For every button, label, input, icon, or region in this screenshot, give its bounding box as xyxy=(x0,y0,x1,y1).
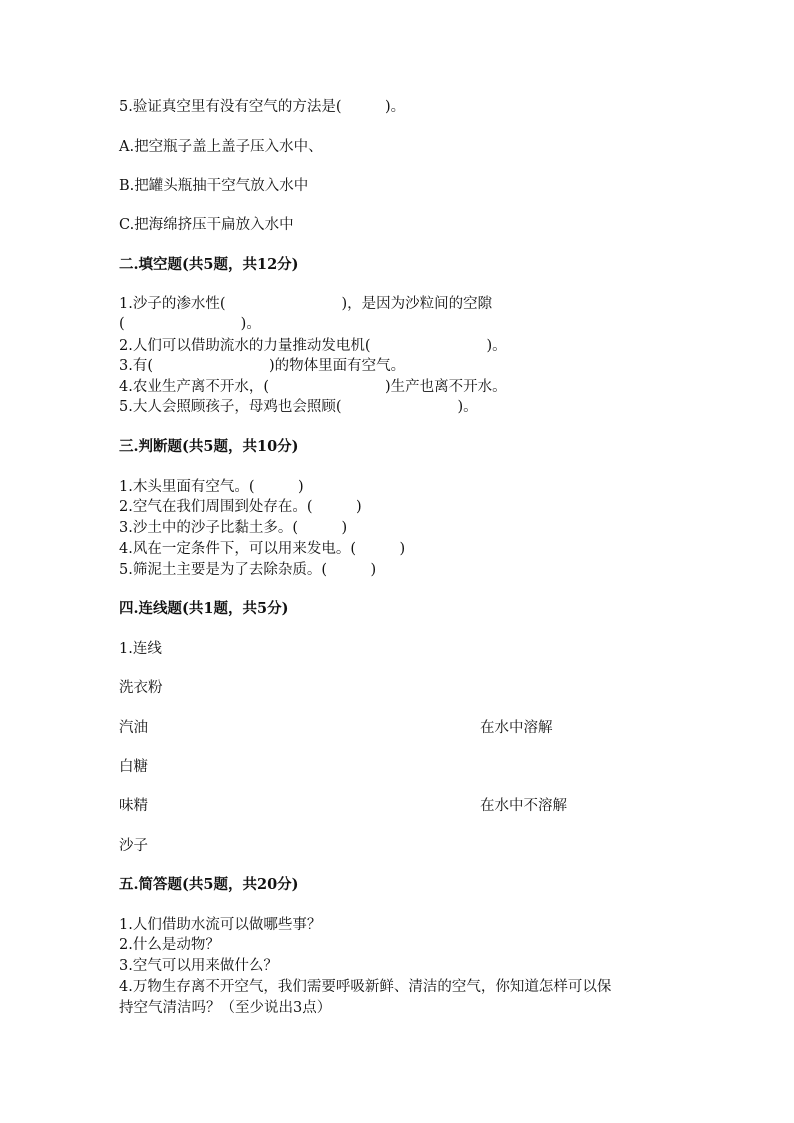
short-question-4: 4.万物生存离不开空气，我们需要呼吸新鲜、清洁的空气，你知道怎样可以保 xyxy=(119,979,612,995)
short-question-2: 2.什么是动物？ xyxy=(119,937,220,953)
fill-question-3: 3.有( )的物体里面有空气。 xyxy=(119,358,406,374)
match-right-item: 在水中不溶解 xyxy=(480,798,567,814)
question-5-stem: 5.验证真空里有没有空气的方法是( )。 xyxy=(119,99,406,115)
judge-question-5: 5.筛泥土主要是为了去除杂质。( ) xyxy=(119,562,377,578)
judge-question-1: 1.木头里面有空气。( ) xyxy=(119,479,304,495)
fill-question-1: 1.沙子的渗水性( )，是因为沙粒间的空隙 xyxy=(119,296,493,312)
section-4-title: 四.连线题(共1题，共5分) xyxy=(119,600,289,617)
fill-question-5: 5.大人会照顾孩子，母鸡也会照顾( )。 xyxy=(119,399,478,415)
match-left-item: 味精 xyxy=(119,798,148,814)
option-b: B.把罐头瓶抽干空气放入水中 xyxy=(119,178,309,194)
fill-question-2: 2.人们可以借助流水的力量推动发电机( )。 xyxy=(119,338,507,354)
match-left-item: 白糖 xyxy=(119,759,148,775)
section-2-title: 二.填空题(共5题，共12分) xyxy=(119,256,299,273)
judge-question-2: 2.空气在我们周围到处存在。( ) xyxy=(119,499,362,515)
judge-question-3: 3.沙土中的沙子比黏土多。( ) xyxy=(119,520,348,536)
short-question-3: 3.空气可以用来做什么？ xyxy=(119,958,278,974)
judge-question-4: 4.风在一定条件下，可以用来发电。( ) xyxy=(119,541,406,557)
option-c: C.把海绵挤压干扁放入水中 xyxy=(119,217,294,233)
match-left-item: 沙子 xyxy=(119,838,148,854)
section-3-title: 三.判断题(共5题，共10分) xyxy=(119,438,299,455)
section-5-title: 五.简答题(共5题，共20分) xyxy=(119,876,299,893)
match-right-item: 在水中溶解 xyxy=(480,720,553,736)
match-question: 1.连线 xyxy=(119,641,162,657)
fill-question-4: 4.农业生产离不开水，( )生产也离不开水。 xyxy=(119,379,507,395)
short-question-1: 1.人们借助水流可以做哪些事？ xyxy=(119,917,322,933)
short-question-4-cont: 持空气清洁吗？（至少说出3点） xyxy=(119,1000,332,1016)
option-a: A.把空瓶子盖上盖子压入水中、 xyxy=(119,139,323,155)
fill-question-1-cont: ( )。 xyxy=(119,316,261,332)
match-left-item: 汽油 xyxy=(119,720,148,736)
match-left-item: 洗衣粉 xyxy=(119,680,163,696)
